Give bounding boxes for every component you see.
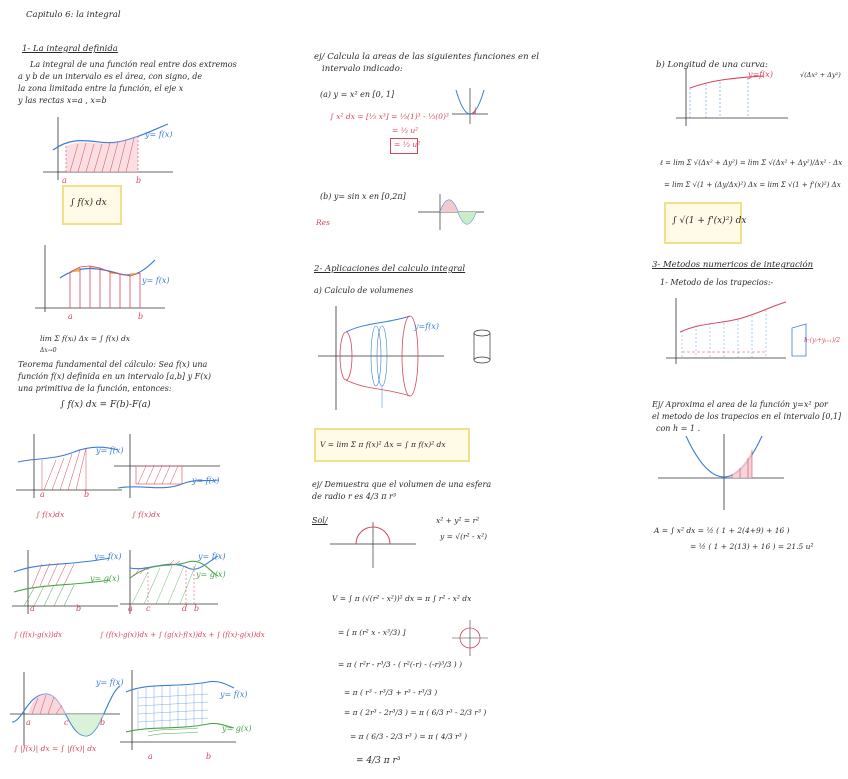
int-fx-1: ∫ f(x)dx xyxy=(36,510,65,519)
limit-subscript: Δx→0 xyxy=(40,347,57,354)
a-label-1: a xyxy=(62,176,67,185)
circle-eq-2: y = √(r² - x²) xyxy=(440,532,488,541)
graph-parabola-a xyxy=(450,86,490,126)
theorem-1: Teorema fundamental del cálculo: Sea f(x) una xyxy=(18,360,208,369)
v-eq-1: V = ∫ π (√(r² - x²))² dx = π ∫ r² - x² dx xyxy=(332,594,472,603)
a-label-4: a xyxy=(30,604,35,613)
graph-solid-of-revolution xyxy=(316,304,446,414)
c-label-2: c xyxy=(64,718,69,727)
fx-label-3: y= f(x) xyxy=(96,446,124,455)
a-label-6: a xyxy=(26,718,31,727)
ej2-line-1: ej/ Demuestra que el volumen de una esfera xyxy=(312,480,492,489)
a-label-5: a xyxy=(128,604,133,613)
ej1-result: = ⅓ u² xyxy=(394,140,421,149)
graph-area-under-curve xyxy=(38,112,178,192)
ej1-item-b: (b) y= sin x en [0,2π] xyxy=(320,192,406,201)
fx-label-7: y= f(x) xyxy=(96,678,124,687)
v-eq-3: = π ( r²r - r³/3 - ( r²(-r) - (-r)³/3 ) ) xyxy=(338,660,463,669)
vol-heading: a) Calculo de volumenes xyxy=(314,286,414,295)
d-label-1: d xyxy=(182,604,188,613)
section-2-heading: 2- Aplicaciones del calculo integral xyxy=(314,264,466,274)
graph-curve-length xyxy=(672,64,792,134)
length-eq-1: ℓ = lim Σ √(Δx² + Δy²) = lim Σ √(Δx² + Δy²)/Δx² · Δx xyxy=(660,159,843,167)
graph-negative-area xyxy=(112,432,222,502)
length-box-formula: ∫ √(1 + f'(x)²) dx xyxy=(672,216,747,226)
length-heading: b) Longitud de una curva: xyxy=(656,60,768,70)
fx-label-4: y= f(x) xyxy=(192,476,220,485)
b-label-5: b xyxy=(194,604,200,613)
fx-label-6: y= f(x) xyxy=(198,552,226,561)
graph-sine-b xyxy=(416,192,486,232)
graph-trapezoid-method xyxy=(662,292,792,367)
c-label-1: c xyxy=(146,604,151,613)
s1-text-1: La integral de una función real entre dos extremos xyxy=(30,60,237,69)
gx-label-1: y= g(x) xyxy=(90,574,120,583)
ej1-res: Res xyxy=(316,218,330,227)
volume-formula: V = lim Σ π f(x)² Δx = ∫ π f(x)² dx xyxy=(320,440,446,449)
v-eq-2: = [ π (r² x - x³/3) ] xyxy=(338,628,406,637)
b-label-3: b xyxy=(84,490,90,499)
int-split: ∫ (f(x)-g(x))dx + ∫ (g(x)-f(x))dx + ∫ (f(x)-g(x))dx xyxy=(100,631,265,639)
v-eq-6: = π ( 6/3 - 2/3 r³ ) = π ( 4/3 r³ ) xyxy=(350,732,468,741)
b-label-2: b xyxy=(138,312,144,321)
section-1-heading: 1- La integral definida xyxy=(22,44,118,54)
theorem-3: una primitiva de la función, entonces: xyxy=(18,384,172,393)
sphere-sketch xyxy=(450,618,490,658)
ej1-heading: ej/ Calcula la areas de las siguientes funciones en el xyxy=(314,52,539,62)
ej3-line-2: el metodo de los trapecios en el intervalo [0,1] xyxy=(652,412,842,421)
v-eq-4: = π ( r³ - r³/3 + r³ - r³/3 ) xyxy=(344,688,438,697)
fx-label-8: y= f(x) xyxy=(220,690,248,699)
sol-label: Sol/ xyxy=(312,516,328,525)
ej1-item-a: (a) y = x² en [0, 1] xyxy=(320,90,395,99)
ej3-line-1: Ej/ Aproxima el area de la función y=x² por xyxy=(652,400,828,409)
trapezoid-note: h·(yᵢ+yᵢ₊₁)/2 xyxy=(804,337,841,344)
int-fg: ∫ (f(x)-g(x))dx xyxy=(14,631,63,639)
section-3-heading: 3- Metodos numericos de integración xyxy=(652,260,814,270)
integral-box-formula: ∫ f(x) dx xyxy=(70,198,107,208)
ans-line-2: = ½ ( 1 + 2(13) + 16 ) = 21.5 u² xyxy=(690,542,814,551)
fx-label-5: y= f(x) xyxy=(94,552,122,561)
fx-label-1: y= f(x) xyxy=(145,130,173,139)
circle-eq-1: x² + y² = r² xyxy=(436,516,480,525)
trapezoid-heading: 1- Metodo de los trapecios:- xyxy=(660,278,774,287)
a-label-7: a xyxy=(148,752,153,761)
ej1-work-2: = ⅓ u² xyxy=(392,126,419,135)
s1-text-2: a y b de un intervalo es el área, con signo, de xyxy=(18,72,203,81)
int-abs: ∫ |f(x)| dx = ∫ |f(x)| dx xyxy=(14,744,97,753)
ej1-heading-2: intervalo indicado: xyxy=(322,64,403,74)
page-title: Capitulo 6: la integral xyxy=(26,10,121,20)
ej1-work-1: ∫ x² dx = [⅓ x³] = ⅓(1)³ - ⅓(0)³ xyxy=(330,112,449,121)
ds-label: √(Δx² + Δy²) xyxy=(800,71,841,79)
v-eq-5: = π ( 2r³ - 2r³/3 ) = π ( 6/3 r³ - 2/3 r³ ) xyxy=(344,708,487,717)
graph-hatched-curves xyxy=(118,668,238,758)
graph-positive-area xyxy=(14,432,124,502)
graph-semicircle xyxy=(328,520,418,570)
s1-text-4: y las rectas x=a , x=b xyxy=(18,96,107,105)
a-label-3: a xyxy=(40,490,45,499)
v-eq-7: = 4/3 π r³ xyxy=(356,756,401,766)
graph-parabola-trapezoids xyxy=(656,432,786,512)
length-eq-2: = lim Σ √(1 + (Δy/Δx)²) Δx = lim Σ √(1 + f'(x)²) Δx xyxy=(664,181,841,189)
limit-formula: lim Σ f(xᵢ) Δx = ∫ f(x) dx xyxy=(40,334,130,343)
gx-label-3: y= g(x) xyxy=(222,724,252,733)
b-label-4: b xyxy=(76,604,82,613)
int-fx-2: ∫ f(x)dx xyxy=(132,510,161,519)
fx-label-length: y=f(x) xyxy=(748,70,773,79)
cylinder-sketch xyxy=(470,328,494,368)
b-label-6: b xyxy=(100,718,106,727)
fx-label-2: y= f(x) xyxy=(142,276,170,285)
b-label-1: b xyxy=(136,176,142,185)
s1-text-3: la zona limitada entre la función, el eje x xyxy=(18,84,184,93)
fx-label-vol: y=f(x) xyxy=(414,322,439,331)
ej3-line-3: con h = 1 . xyxy=(656,424,701,433)
b-label-7: b xyxy=(206,752,212,761)
ej2-line-2: de radio r es 4/3 π r³ xyxy=(312,492,397,501)
theorem-2: función f(x) definida en un intervalo [a,b] y F(x) xyxy=(18,372,211,381)
ans-line-1: A = ∫ x² dx = ½ ( 1 + 2(4+9) + 16 ) xyxy=(654,526,790,535)
ftc-formula: ∫ f(x) dx = F(b)-F(a) xyxy=(60,400,151,410)
a-label-2: a xyxy=(68,312,73,321)
gx-label-2: y= g(x) xyxy=(196,570,226,579)
